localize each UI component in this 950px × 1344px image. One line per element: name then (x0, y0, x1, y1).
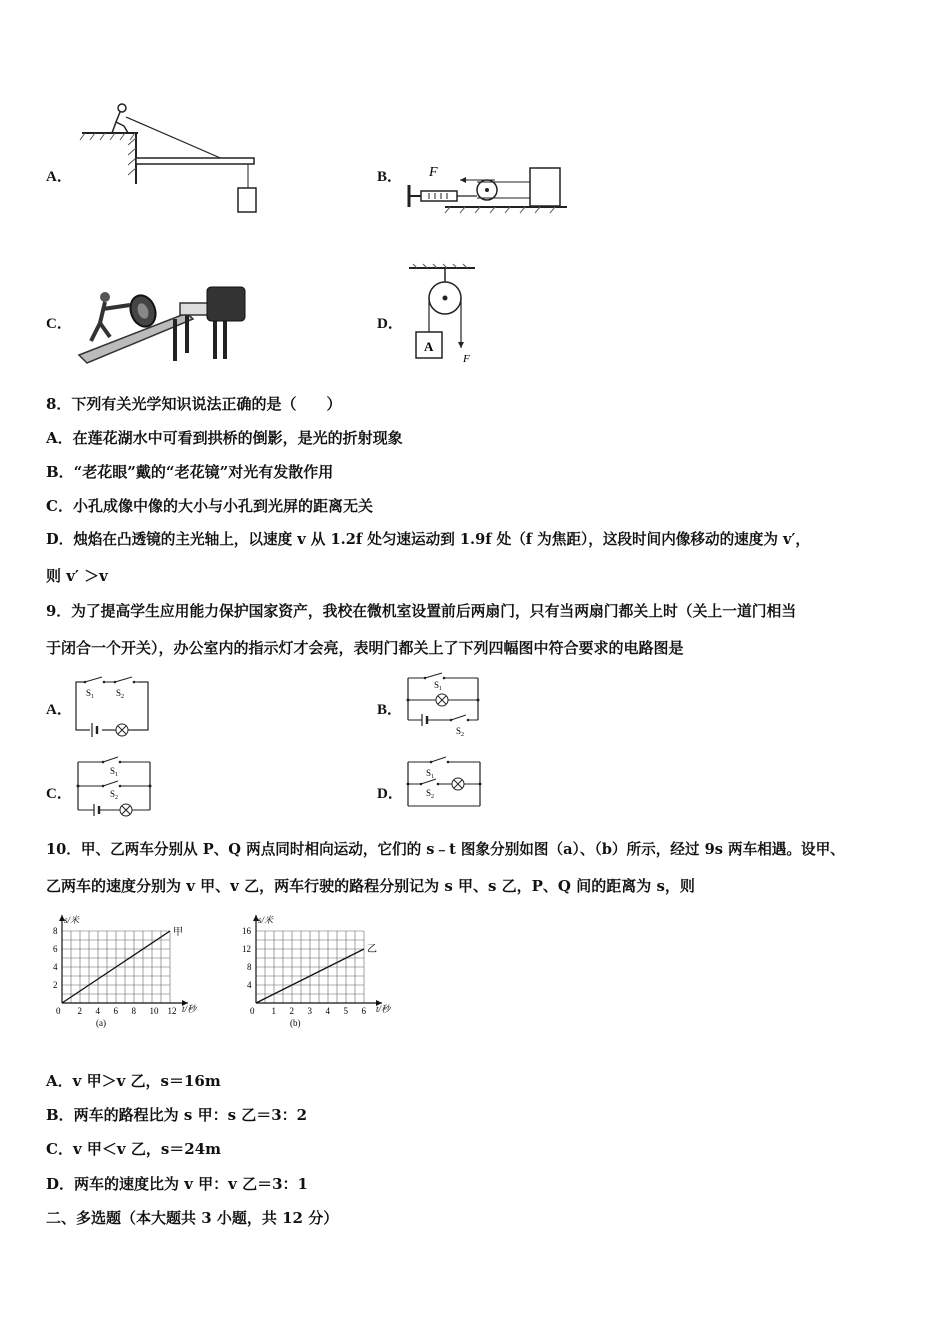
q10-option-c: C．v 甲＜v 乙，s＝24m (46, 1140, 222, 1158)
chart-b-x-tick: 6 (361, 1006, 366, 1016)
q9-circuit-a (74, 676, 154, 736)
chart-b-y-tick: 16 (242, 926, 251, 936)
q8-option-d-line2: 则 v′ ＞v (46, 567, 108, 585)
q7-option-c-label: C． (46, 316, 72, 332)
q9-b-s2-sub: 2 (461, 732, 465, 738)
q8-option-c: C．小孔成像中像的大小与小孔到光屏的距离无关 (46, 497, 373, 515)
svg-text:S2 (110, 789, 118, 801)
q9-b-s1-sub: 1 (439, 686, 443, 692)
q9-d-s2: S (426, 788, 432, 798)
svg-text:S1 (434, 680, 442, 692)
svg-text:S2 (116, 688, 124, 700)
chart-a-x-tick: 10 (149, 1006, 159, 1016)
q9-a-s2-sub: 2 (121, 694, 125, 700)
q10-stem-line1: 10．甲、乙两车分别从 P、Q 两点同时相向运动，它们的 s﹣t 图象分别如图（a）、（b）所示，经过 9s 两车相遇。设甲、 (46, 841, 845, 858)
q9-option-b-label: B． (377, 702, 403, 718)
svg-text:S2 (456, 726, 464, 738)
q9-d-s1: S (426, 768, 432, 778)
svg-text:S1 (110, 766, 118, 778)
q9-option-a-label: A． (46, 702, 72, 718)
section-2-heading: 二、多选题（本大题共 3 小题，共 12 分） (46, 1209, 339, 1227)
q10-option-d: D．两车的速度比为 v 甲：v 乙＝3：1 (46, 1175, 308, 1193)
chart-b-x-tick: 5 (343, 1006, 348, 1016)
q9-circuit-b (404, 672, 484, 742)
q7-d-force-label: F (463, 353, 470, 365)
q9-c-s1-sub: 1 (115, 772, 119, 778)
q7-figure-b (405, 160, 570, 215)
q7-figure-c (75, 283, 285, 365)
chart-b-x-tick: 2 (289, 1006, 294, 1016)
svg-text:S1 (86, 688, 94, 700)
q9-b-s2: S (456, 726, 462, 736)
chart-a-series-label: 甲 (173, 927, 183, 938)
q9-stem-line2: 于闭合一个开关），办公室内的指示灯才会亮，表明门都关上了下列四幅图中符合要求的电路图是 (46, 639, 684, 657)
q7-figure-a (80, 100, 270, 220)
q9-stem-line1: 9．为了提高学生应用能力保护国家资产，我校在微机室设置前后两扇门，只有当两扇门都关上时（关上一道门相当 (46, 603, 797, 620)
chart-b-x-tick: 4 (325, 1006, 330, 1016)
chart-b-x-tick: 0 (250, 1006, 255, 1016)
q9-option-c-label: C． (46, 786, 72, 802)
q9-a-s1: S (86, 688, 92, 698)
q9-b-s1: S (434, 680, 440, 690)
q7-option-b-label: B． (377, 169, 403, 185)
chart-a-x-tick: 12 (167, 1006, 177, 1016)
chart-a-x-tick: 4 (95, 1006, 100, 1016)
q8-stem: 8．下列有关光学知识说法正确的是（ ） (46, 395, 342, 413)
chart-b-y-tick: 8 (247, 962, 252, 972)
chart-a-y-tick: 8 (53, 926, 58, 936)
chart-b-y-tick: 4 (247, 980, 252, 990)
chart-a-x-tick: 6 (113, 1006, 118, 1016)
q7-figure-d (405, 262, 495, 370)
chart-b-x-tick: 3 (307, 1006, 312, 1016)
q9-option-d-label: D． (377, 786, 403, 802)
q9-c-s1: S (110, 766, 116, 776)
chart-b-x-tick: 1 (271, 1006, 276, 1016)
q8-option-a: A．在莲花湖水中可看到拱桥的倒影，是光的折射现象 (46, 429, 403, 447)
q9-c-s2-sub: 2 (115, 795, 119, 801)
q8-option-b: B．“老花眼”戴的“老花镜”对光有发散作用 (46, 463, 334, 481)
q7-option-a-label: A． (46, 169, 72, 185)
q7-b-force-label: F (429, 165, 438, 180)
q9-circuit-d (404, 752, 486, 812)
chart-b-caption: (b) (290, 1018, 301, 1028)
chart-a-x-tick: 8 (131, 1006, 136, 1016)
q9-d-s1-sub: 1 (431, 774, 435, 780)
chart-a-y-label: s/米 (64, 915, 80, 925)
chart-a (40, 908, 220, 1033)
q9-circuit-c (74, 752, 156, 818)
chart-b (234, 908, 414, 1033)
q9-c-s2: S (110, 789, 116, 799)
q9-a-s2: S (116, 688, 122, 698)
q10-option-a: A．v 甲＞v 乙，s＝16m (46, 1072, 221, 1090)
chart-b-y-label: s/米 (258, 915, 274, 925)
q10-stem-line2: 乙两车的速度分别为 v 甲、v 乙，两车行驶的路程分别记为 s 甲、s 乙，P、Q 间的距离为 s，则 (46, 877, 695, 895)
q8-option-d-line1: D．烛焰在凸透镜的主光轴上，以速度 v 从 1.2f 处匀速运动到 1.9f 处（f 为焦距），这段时间内像移动的速度为 v′， (46, 531, 810, 548)
chart-a-x-tick: 0 (56, 1006, 61, 1016)
q10-option-b: B．两车的路程比为 s 甲：s 乙＝3：2 (46, 1106, 308, 1124)
chart-b-y-tick: 12 (242, 944, 251, 954)
chart-b-x-label: t/秒 (376, 1004, 391, 1014)
chart-a-x-tick: 2 (77, 1006, 82, 1016)
svg-text:S1 (426, 768, 434, 780)
chart-a-y-tick: 4 (53, 962, 58, 972)
chart-a-x-label: t/秒 (182, 1004, 197, 1014)
q7-option-d-label: D． (377, 316, 403, 332)
chart-a-caption: (a) (96, 1018, 106, 1028)
q7-d-box-label: A (424, 339, 434, 354)
q9-a-s1-sub: 1 (91, 694, 95, 700)
q9-d-s2-sub: 2 (431, 794, 435, 800)
chart-a-y-tick: 6 (53, 944, 58, 954)
chart-b-series-label: 乙 (367, 944, 377, 955)
chart-a-y-tick: 2 (53, 980, 58, 990)
svg-text:S2 (426, 788, 434, 800)
